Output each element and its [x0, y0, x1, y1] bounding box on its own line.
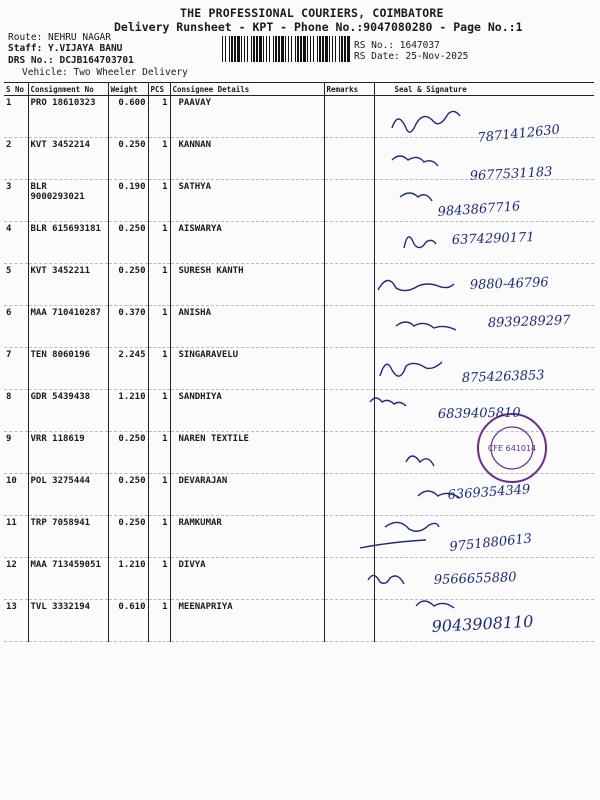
handwritten-phone: 6369354349 — [447, 482, 531, 503]
barcode-bar — [310, 36, 311, 62]
table-row — [4, 264, 594, 306]
row-seal — [374, 390, 594, 432]
row-seal — [374, 348, 594, 390]
row-seal — [374, 96, 594, 138]
col-weight: Weight — [108, 83, 148, 96]
row-pcs: 1 — [148, 138, 170, 180]
table-row — [4, 96, 594, 138]
barcode-bar — [237, 36, 240, 62]
barcode-bar — [222, 36, 223, 62]
table-row — [4, 474, 594, 516]
row-weight: 0.250 — [108, 138, 148, 180]
row-consignee: PAAVAY — [170, 96, 324, 138]
barcode-bar — [335, 36, 336, 62]
row-consignee: DIVYA — [170, 558, 324, 600]
barcode-bar — [332, 36, 333, 62]
rs-number: RS No.: 1647037 — [354, 40, 440, 51]
handwritten-phone: 9043908110 — [431, 611, 534, 636]
drs-label: DRS No.: DCJB164703701 — [8, 55, 134, 66]
row-remarks — [324, 180, 374, 222]
barcode-bar — [259, 36, 262, 62]
handwritten-phone: 7871412630 — [476, 122, 561, 146]
handwritten-phone: 9880-46796 — [469, 275, 549, 293]
row-pcs: 1 — [148, 558, 170, 600]
barcode-bar — [291, 36, 292, 62]
row-consignee: SATHYA — [170, 180, 324, 222]
barcode-bar — [278, 36, 280, 62]
row-consignee: RAMKUMAR — [170, 516, 324, 558]
handwritten-phone: 9677531183 — [469, 164, 553, 184]
barcode-bar — [319, 36, 321, 62]
row-remarks — [324, 222, 374, 264]
row-sno: 13 — [4, 600, 28, 642]
row-remarks — [324, 474, 374, 516]
row-remarks — [324, 432, 374, 474]
row-sno: 4 — [4, 222, 28, 264]
runsheet-table — [4, 82, 594, 642]
table-row — [4, 390, 594, 432]
barcode-bar — [303, 36, 306, 62]
rs-date: RS Date: 25-Nov-2025 — [354, 51, 469, 62]
row-remarks — [324, 600, 374, 642]
barcode-bar — [247, 36, 248, 62]
barcode — [222, 36, 350, 62]
row-consignment: TEN 8060196 — [28, 348, 108, 390]
barcode-bar — [313, 36, 314, 62]
col-sno: S No — [4, 83, 28, 96]
handwritten-phone: 6839405810 — [437, 405, 521, 422]
barcode-bar — [241, 36, 242, 62]
row-consignee: KANNAN — [170, 138, 324, 180]
barcode-bar — [300, 36, 302, 62]
row-seal — [374, 600, 594, 642]
barcode-bar — [322, 36, 324, 62]
row-seal — [374, 432, 594, 474]
row-sno: 8 — [4, 390, 28, 432]
row-seal — [374, 516, 594, 558]
col-pcs: PCS — [148, 83, 170, 96]
row-remarks — [324, 96, 374, 138]
row-sno: 10 — [4, 474, 28, 516]
row-consignment: GDR 5439438 — [28, 390, 108, 432]
row-consignee: MEENAPRIYA — [170, 600, 324, 642]
row-remarks — [324, 516, 374, 558]
row-pcs: 1 — [148, 516, 170, 558]
row-weight: 0.250 — [108, 264, 148, 306]
barcode-bar — [256, 36, 258, 62]
row-consignment: VRR 118619 — [28, 432, 108, 474]
row-consignee: ANISHA — [170, 306, 324, 348]
row-remarks — [324, 390, 374, 432]
row-seal — [374, 222, 594, 264]
row-consignment: BLR 9000293021 — [28, 180, 108, 222]
row-weight: 2.245 — [108, 348, 148, 390]
table-header — [4, 83, 594, 96]
barcode-bar — [266, 36, 267, 62]
row-consignee: SINGARAVELU — [170, 348, 324, 390]
barcode-bar — [225, 36, 226, 62]
barcode-bar — [347, 36, 350, 62]
row-remarks — [324, 348, 374, 390]
row-seal — [374, 180, 594, 222]
row-seal — [374, 474, 594, 516]
row-pcs: 1 — [148, 264, 170, 306]
row-weight: 0.250 — [108, 432, 148, 474]
vehicle-label: Vehicle: Two Wheeler Delivery — [22, 67, 188, 78]
row-weight: 0.250 — [108, 474, 148, 516]
row-consignment: KVT 3452211 — [28, 264, 108, 306]
barcode-bar — [344, 36, 346, 62]
row-seal — [374, 264, 594, 306]
barcode-bar — [297, 36, 299, 62]
row-sno: 11 — [4, 516, 28, 558]
barcode-bar — [341, 36, 343, 62]
row-sno: 12 — [4, 558, 28, 600]
row-pcs: 1 — [148, 306, 170, 348]
col-seal: Seal & Signature — [374, 83, 594, 96]
barcode-bar — [317, 36, 318, 62]
table-row — [4, 516, 594, 558]
row-seal — [374, 558, 594, 600]
table-row — [4, 306, 594, 348]
handwritten-phone: 8939289297 — [487, 313, 571, 331]
row-consignee: AISWARYA — [170, 222, 324, 264]
row-consignment: TRP 7058941 — [28, 516, 108, 558]
row-sno: 9 — [4, 432, 28, 474]
row-weight: 0.250 — [108, 222, 148, 264]
row-consignment: KVT 3452214 — [28, 138, 108, 180]
row-consignee: NAREN TEXTILE — [170, 432, 324, 474]
handwritten-phone: 9566655880 — [433, 570, 517, 588]
barcode-bar — [253, 36, 255, 62]
barcode-bar — [288, 36, 289, 62]
row-pcs: 1 — [148, 180, 170, 222]
row-sno: 3 — [4, 180, 28, 222]
handwritten-phone: 8754263853 — [461, 368, 545, 386]
table-row — [4, 180, 594, 222]
col-remarks: Remarks — [324, 83, 374, 96]
route-label: Route: NEHRU NAGAR — [8, 32, 111, 43]
barcode-bar — [273, 36, 274, 62]
row-pcs: 1 — [148, 432, 170, 474]
row-consignment: BLR 615693181 — [28, 222, 108, 264]
row-consignment: MAA 713459051 — [28, 558, 108, 600]
row-consignment: POL 3275444 — [28, 474, 108, 516]
barcode-bar — [285, 36, 286, 62]
row-consignee: SANDHIYA — [170, 390, 324, 432]
barcode-bar — [234, 36, 236, 62]
row-sno: 5 — [4, 264, 28, 306]
row-sno: 2 — [4, 138, 28, 180]
barcode-bar — [339, 36, 340, 62]
runsheet-subtitle: Delivery Runsheet - KPT - Phone No.:9047080280 - Page No.:1 — [114, 20, 523, 34]
row-pcs: 1 — [148, 96, 170, 138]
row-weight: 0.250 — [108, 516, 148, 558]
barcode-bar — [325, 36, 328, 62]
row-weight: 0.190 — [108, 180, 148, 222]
staff-label: Staff: Y.VIJAYA BANU — [8, 43, 123, 54]
row-consignee: SURESH KANTH — [170, 264, 324, 306]
row-seal — [374, 138, 594, 180]
col-consignment: Consignment No — [28, 83, 108, 96]
stamp-text: CFE 641014 — [487, 444, 537, 453]
row-remarks — [324, 306, 374, 348]
row-weight: 1.210 — [108, 558, 148, 600]
barcode-bar — [329, 36, 330, 62]
barcode-bar — [307, 36, 308, 62]
row-remarks — [324, 558, 374, 600]
table-row — [4, 558, 594, 600]
barcode-bar — [231, 36, 233, 62]
row-consignee: DEVARAJAN — [170, 474, 324, 516]
row-weight: 0.370 — [108, 306, 148, 348]
row-sno: 1 — [4, 96, 28, 138]
barcode-bar — [269, 36, 270, 62]
row-remarks — [324, 138, 374, 180]
col-consignee: Consignee Details — [170, 83, 324, 96]
handwritten-phone: 6374290171 — [451, 230, 535, 248]
row-sno: 6 — [4, 306, 28, 348]
row-pcs: 1 — [148, 474, 170, 516]
row-pcs: 1 — [148, 600, 170, 642]
table-row — [4, 600, 594, 642]
row-pcs: 1 — [148, 222, 170, 264]
barcode-bar — [275, 36, 277, 62]
barcode-bar — [295, 36, 296, 62]
row-remarks — [324, 264, 374, 306]
handwritten-phone: 9843867716 — [437, 199, 521, 220]
row-sno: 7 — [4, 348, 28, 390]
table-row — [4, 222, 594, 264]
barcode-bar — [263, 36, 264, 62]
row-weight: 0.600 — [108, 96, 148, 138]
table-row — [4, 432, 594, 474]
barcode-bar — [281, 36, 284, 62]
barcode-bar — [244, 36, 245, 62]
company-title: THE PROFESSIONAL COURIERS, COIMBATORE — [180, 6, 444, 20]
row-consignment: MAA 710410287 — [28, 306, 108, 348]
row-pcs: 1 — [148, 390, 170, 432]
row-seal — [374, 306, 594, 348]
row-consignment: PRO 18610323 — [28, 96, 108, 138]
barcode-bar — [251, 36, 252, 62]
row-pcs: 1 — [148, 348, 170, 390]
barcode-bar — [229, 36, 230, 62]
table-row — [4, 138, 594, 180]
row-weight: 1.210 — [108, 390, 148, 432]
row-weight: 0.610 — [108, 600, 148, 642]
handwritten-phone: 9751880613 — [448, 531, 533, 555]
row-consignment: TVL 3332194 — [28, 600, 108, 642]
table-row — [4, 348, 594, 390]
